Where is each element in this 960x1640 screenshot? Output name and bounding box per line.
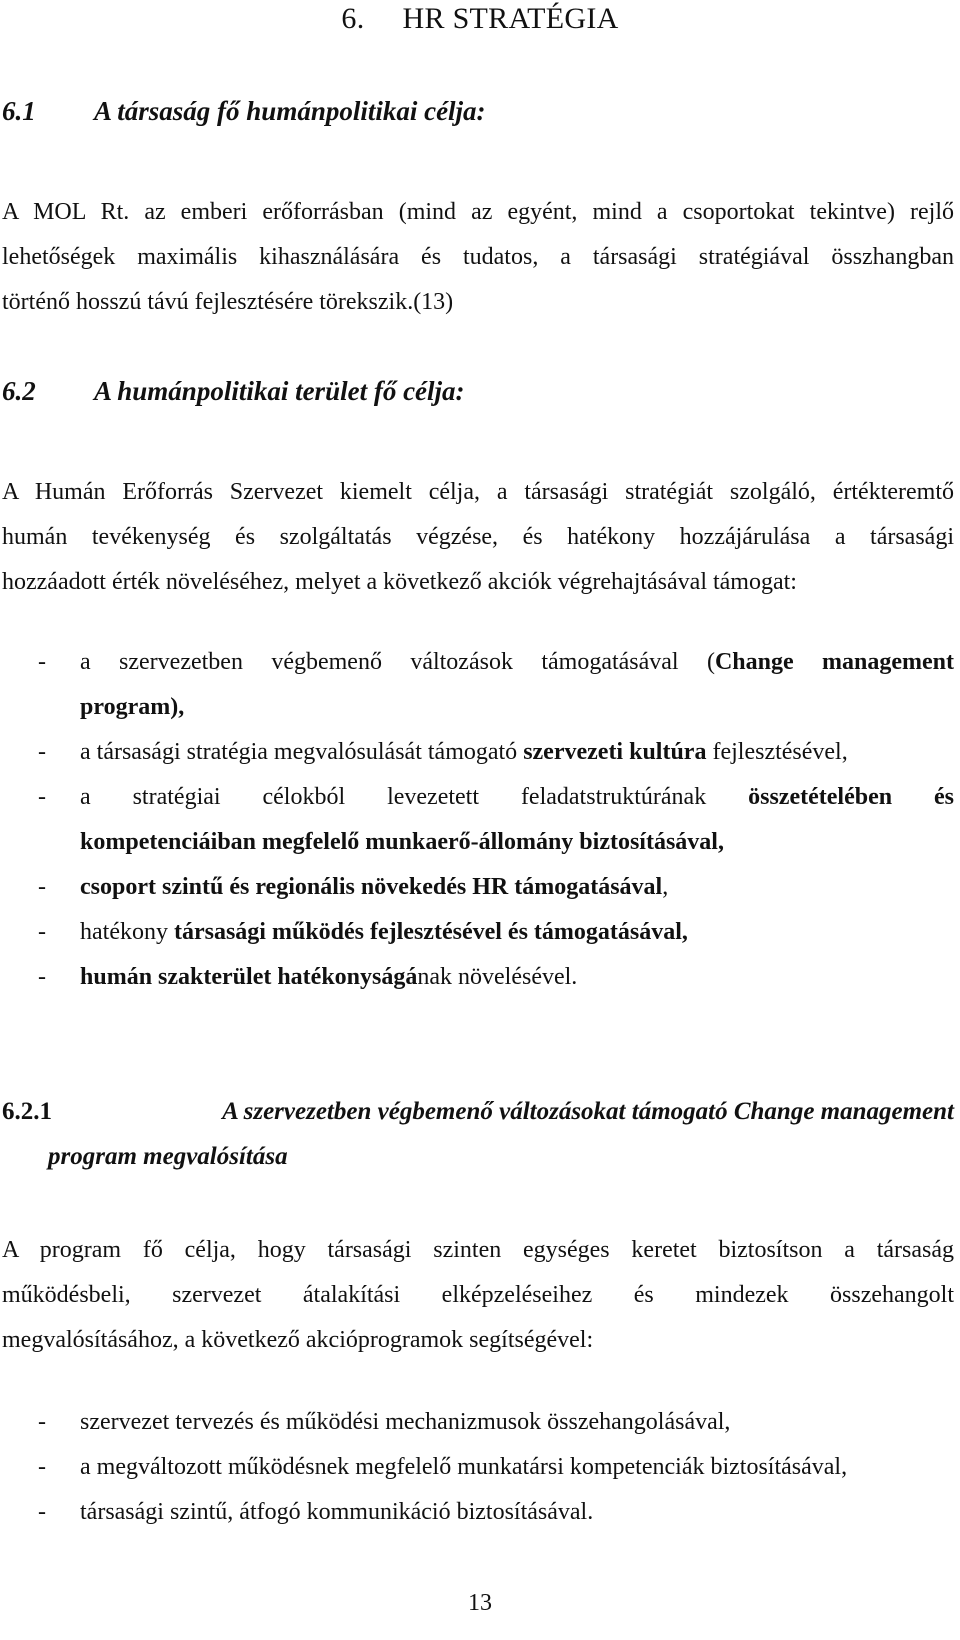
paragraph-line: megvalósításához, a következő akcióprogramok segítségével: (2, 1327, 594, 1353)
list-item-text: a szervezetben végbemenő változások támogatásával ( (80, 649, 715, 675)
section-6-2-1-paragraph (2, 1228, 954, 1363)
list-item (0, 865, 954, 910)
section-6-2-number: 6.2 (2, 376, 36, 406)
list-item-text: a társasági stratégia megvalósulását támogató (80, 739, 524, 765)
list-dash: - (38, 739, 46, 765)
list-item (0, 730, 954, 775)
chapter-heading (0, 2, 960, 36)
list-dash: - (38, 1499, 46, 1525)
section-6-1-paragraph (2, 190, 954, 325)
list-dash: - (38, 964, 46, 990)
section-6-2-1-action-list (0, 1400, 954, 1535)
list-dash: - (38, 874, 46, 900)
list-item-bold-text: kompetenciáiban megfelelő munkaerő-állomány biztosításával, (80, 829, 724, 855)
section-6-2-title: A humánpolitikai terület fő célja: (94, 376, 465, 406)
list-item (0, 775, 954, 820)
list-dash: - (38, 1454, 46, 1480)
list-item (0, 910, 954, 955)
list-item-text: , (662, 874, 669, 900)
section-6-2-action-list (0, 640, 954, 1000)
list-item-text: nak növelésével. (417, 964, 578, 990)
chapter-number: 6. (341, 2, 365, 35)
list-item (0, 955, 954, 1000)
section-6-2-1-title-line2: program megvalósítása (48, 1143, 288, 1170)
list-item-continuation (0, 685, 954, 730)
section-6-2-1-title-line1: A szervezetben végbemenő változásokat támogató Change management (222, 1098, 954, 1125)
list-item (0, 640, 954, 685)
paragraph-line: működésbeli, szervezet átalakítási elképzeléseihez és mindezek összehangolt (2, 1282, 954, 1308)
list-dash: - (38, 919, 46, 945)
list-item-text: hatékony (80, 919, 174, 945)
paragraph-line: lehetőségek maximális kihasználására és tudatos, a társasági stratégiával összhangban (2, 244, 954, 270)
list-item-text: a stratégiai célokból levezetett feladatstruktúrának (80, 784, 749, 810)
list-item-bold-text: szervezeti kultúra (523, 739, 707, 765)
paragraph-line: humán tevékenység és szolgáltatás végzése, és hatékony hozzájárulása a társasági (2, 524, 954, 550)
list-item (0, 1400, 954, 1445)
section-6-1-title: A társaság fő humánpolitikai célja: (94, 96, 486, 126)
section-6-2-paragraph (2, 470, 954, 605)
paragraph-line: A MOL Rt. az emberi erőforrásban (mind az egyént, mind a csoportokat tekintve) rejlő (2, 199, 954, 225)
list-dash: - (38, 784, 46, 810)
list-item-bold-text: Change management (714, 649, 954, 675)
list-item-bold-text: összetételében és (748, 784, 954, 810)
list-item-text: fejlesztésével, (706, 739, 848, 765)
list-item-text: szervezet tervezés és működési mechanizmusok összehangolásával, (80, 1409, 731, 1435)
list-item-text: a megváltozott működésnek megfelelő munkatársi kompetenciák biztosításával, (80, 1454, 848, 1480)
list-item (0, 1445, 954, 1490)
list-item-bold-text: program), (80, 694, 185, 720)
paragraph-line: hozzáadott érték növeléséhez, melyet a következő akciók végrehajtásával támogat: (2, 569, 797, 595)
list-item-continuation (0, 820, 954, 865)
chapter-title: HR STRATÉGIA (402, 2, 619, 35)
section-6-2-heading (2, 376, 465, 407)
list-dash: - (38, 649, 46, 675)
section-6-1-number: 6.1 (2, 96, 36, 126)
paragraph-line: A program fő célja, hogy társasági szinten egységes keretet biztosítson a társaság (2, 1237, 954, 1263)
list-item-bold-text: csoport szintű és regionális növekedés HR támogatásával (80, 874, 663, 900)
list-item-text: társasági szintű, átfogó kommunikáció biztosításával. (80, 1499, 594, 1525)
page-number: 13 (468, 1590, 492, 1616)
list-item (0, 1490, 954, 1535)
list-item-bold-text: társasági működés fejlesztésével és támogatásával, (173, 919, 688, 945)
section-6-2-1-heading (2, 1089, 954, 1179)
paragraph-line: A Humán Erőforrás Szervezet kiemelt célja, a társasági stratégiát szolgáló, értékteremtő (2, 479, 954, 505)
section-6-1-heading (2, 96, 486, 127)
list-dash: - (38, 1409, 46, 1435)
paragraph-line: történő hosszú távú fejlesztésére törekszik.(13) (2, 289, 454, 315)
list-item-bold-text: humán szakterület hatékonyságá (80, 964, 418, 990)
section-6-2-1-number: 6.2.1 (2, 1098, 52, 1125)
